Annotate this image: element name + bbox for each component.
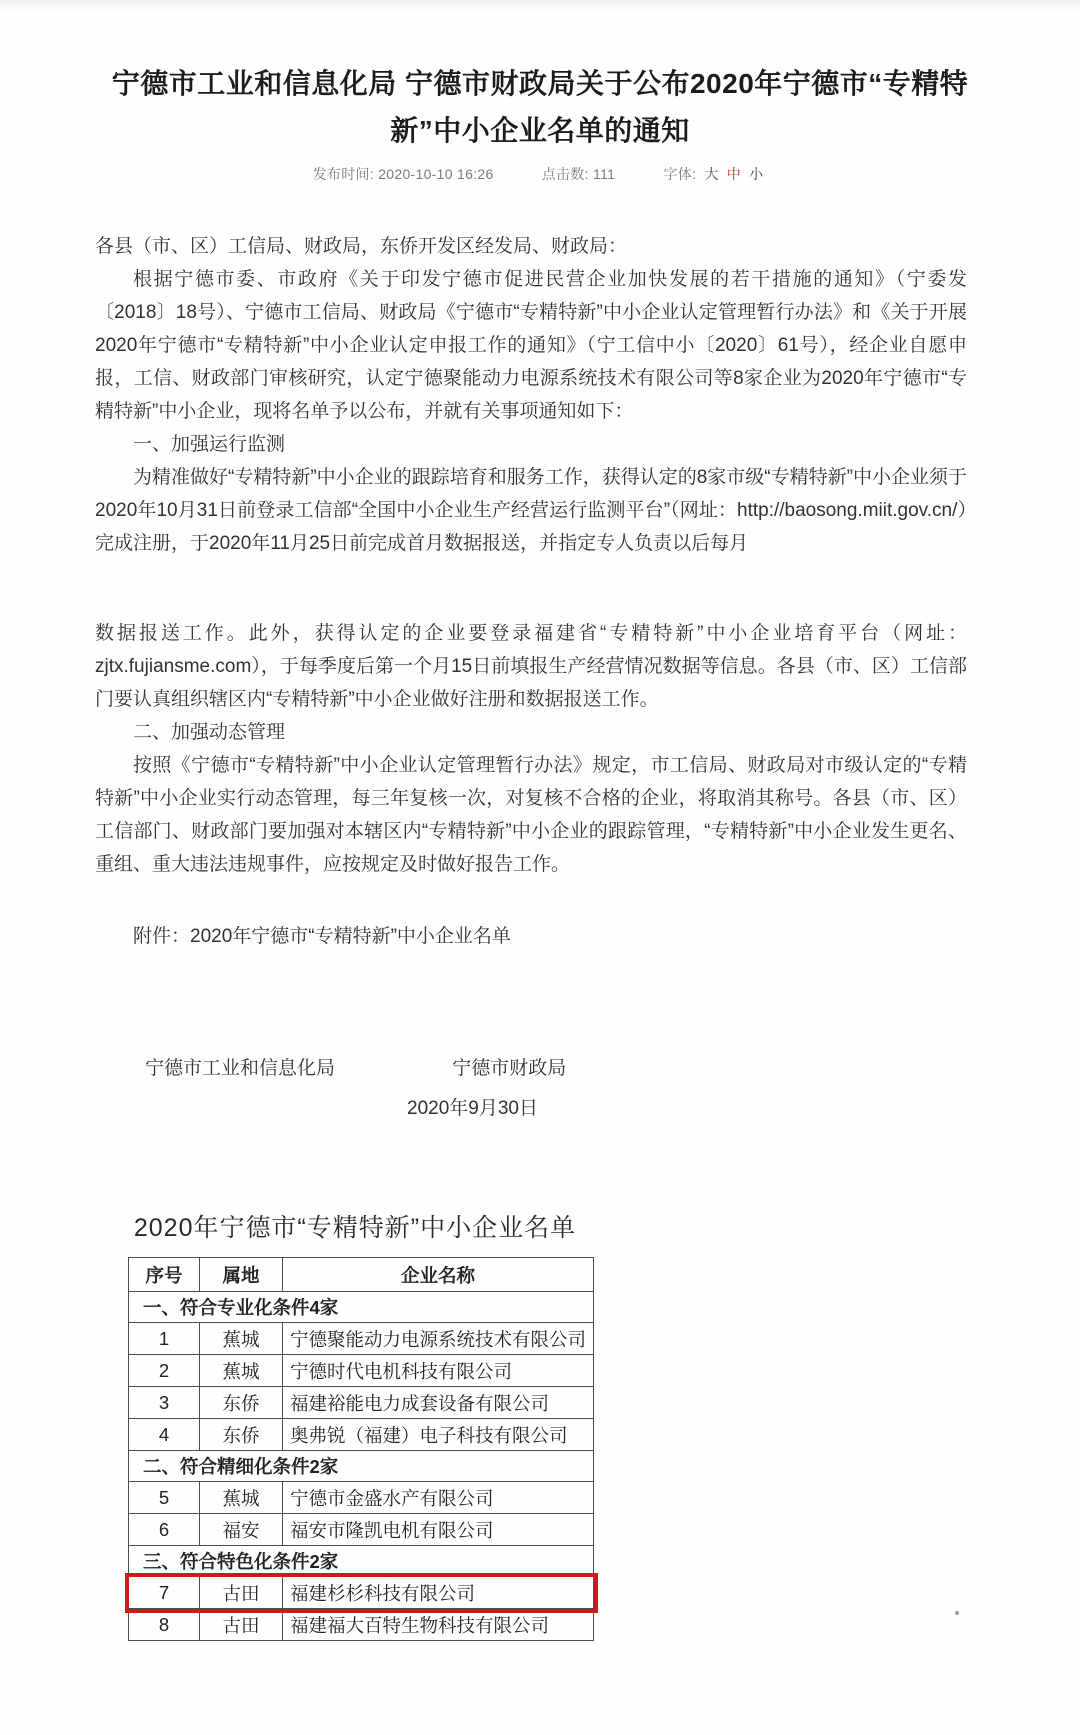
- cell-region: 福安: [200, 1514, 283, 1546]
- click-count-value: 111: [593, 166, 616, 182]
- cell-no: 8: [129, 1609, 200, 1641]
- font-large-button[interactable]: 大: [704, 166, 719, 182]
- page-title: 宁德市工业和信息化局 宁德市财政局关于公布2020年宁德市“专精特新”中小企业名单的通知: [111, 68, 969, 146]
- font-size-label: 字体:: [663, 166, 697, 182]
- column-header: 企业名称: [283, 1258, 594, 1292]
- cell-region: 东侨: [200, 1419, 283, 1451]
- cell-company: 宁德聚能动力电源系统技术有限公司: [283, 1323, 594, 1355]
- body-paragraph: 根据宁德市委、市政府《关于印发宁德市促进民营企业加快发展的若干措施的通知》（宁委发〔2018〕18号）、宁德市工信局、财政局《宁德市“专精特新”中小企业认定管理暂行办法》和《关于开展2020年宁德市“专精特新”中小企业认定申报工作的通知》（宁工信中小〔2020〕61号），经企业自愿申报，工信、财政部门审核研究，认定宁德聚能动力电源系统技术有限公司等8家企业为2020年宁德市“专精特新”中小企业，现将名单予以公布，并就有关事项通知如下：: [95, 269, 967, 422]
- appendix-table-title: 2020年宁德市“专精特新”中小企业名单: [133, 1214, 577, 1242]
- cell-company: 宁德时代电机科技有限公司: [283, 1355, 594, 1387]
- column-header: 属地: [200, 1258, 283, 1292]
- cell-company: 福建杉杉科技有限公司: [283, 1577, 594, 1609]
- publish-time-value: 2020-10-10 16:26: [378, 166, 494, 182]
- cell-company: 奥弗锐（福建）电子科技有限公司: [283, 1419, 594, 1451]
- font-size-control: [663, 166, 767, 182]
- cell-company: 福建裕能电力成套设备有限公司: [283, 1387, 594, 1419]
- cell-region: 蕉城: [200, 1323, 283, 1355]
- artifact-dot: [955, 1611, 959, 1615]
- signature-org-1: 宁德市工业和信息化局: [145, 1058, 336, 1079]
- cell-no: 7: [129, 1577, 200, 1609]
- cell-region: 古田: [200, 1609, 283, 1641]
- cell-no: 2: [129, 1355, 200, 1387]
- cell-no: 6: [129, 1514, 200, 1546]
- cell-region: 东侨: [200, 1387, 283, 1419]
- cell-company: 宁德市金盛水产有限公司: [283, 1482, 594, 1514]
- body-paragraph: 为精准做好“专精特新”中小企业的跟踪培育和服务工作，获得认定的8家市级“专精特新”中小企业须于2020年10月31日前登录工信部“全国中小企业生产经营运行监测平台”（网址：http://baosong.miit.gov.cn/）完成注册，于2020年11月25日前完成首月数据报送，并指定专人负责以后每月: [95, 467, 967, 554]
- table-section-row: [129, 1292, 594, 1323]
- cell-region: 蕉城: [200, 1482, 283, 1514]
- publish-time-label: 发布时间:: [312, 166, 374, 182]
- table-row: [129, 1387, 594, 1419]
- section-label: 二、符合精细化条件2家: [129, 1451, 594, 1482]
- table-row: [129, 1419, 594, 1451]
- signature-date: 2020年9月30日: [407, 1098, 538, 1119]
- cell-no: 4: [129, 1419, 200, 1451]
- signature-org-2: 宁德市财政局: [452, 1058, 567, 1079]
- highlighted-row: [129, 1577, 594, 1609]
- body-paragraph: 一、加强运行监测: [133, 434, 286, 455]
- font-medium-button[interactable]: 中: [726, 166, 742, 182]
- table-row: [129, 1355, 594, 1387]
- table-row: [129, 1514, 594, 1546]
- click-count-label: 点击数:: [541, 166, 589, 182]
- publish-time: [313, 166, 494, 182]
- company-table: [128, 1257, 594, 1641]
- cell-no: 5: [129, 1482, 200, 1514]
- document-body: [95, 230, 967, 881]
- body-paragraph: 按照《宁德市“专精特新”中小企业认定管理暂行办法》规定，市工信局、财政局对市级认定的“专精特新”中小企业实行动态管理，每三年复核一次，对复核不合格的企业，将取消其称号。各县（市、区）工信部门、财政部门要加强对本辖区内“专精特新”中小企业的跟踪管理，“专精特新”中小企业发生更名、重组、重大违法违规事件，应按规定及时做好报告工作。: [95, 755, 967, 875]
- click-count: [542, 166, 615, 182]
- attachment-line: 附件：2020年宁德市“专精特新”中小企业名单: [133, 926, 511, 947]
- signature-block: [95, 1053, 1080, 1080]
- cell-company: 福建福大百特生物科技有限公司: [283, 1609, 594, 1641]
- section-label: 三、符合特色化条件2家: [129, 1546, 594, 1577]
- table-row: [129, 1482, 594, 1514]
- cell-no: 3: [129, 1387, 200, 1419]
- appendix-table-section: [128, 1208, 590, 1641]
- table-row: [129, 1609, 594, 1641]
- cell-region: 蕉城: [200, 1355, 283, 1387]
- font-small-button[interactable]: 小: [749, 166, 764, 182]
- table-section-row: [129, 1546, 594, 1577]
- table-header-row: [129, 1258, 594, 1292]
- cell-no: 1: [129, 1323, 200, 1355]
- table-section-row: [129, 1451, 594, 1482]
- column-header: 序号: [129, 1258, 200, 1292]
- cell-region: 古田: [200, 1577, 283, 1609]
- body-paragraph: 各县（市、区）工信局、财政局，东侨开发区经发局、财政局：: [95, 236, 628, 257]
- body-paragraph: 二、加强动态管理: [133, 722, 286, 743]
- page-top-shade: [0, 0, 1080, 12]
- table-row: [129, 1323, 594, 1355]
- meta-bar: [0, 164, 1080, 184]
- body-paragraph: 数据报送工作。此外，获得认定的企业要登录福建省“专精特新”中小企业培育平台（网址：zjtx.fujiansme.com），于每季度后第一个月15日前填报生产经营情况数据等信息。各县（市、区）工信部门要认真组织辖区内“专精特新”中小企业做好注册和数据报送工作。: [95, 623, 967, 710]
- cell-company: 福安市隆凯电机有限公司: [283, 1514, 594, 1546]
- section-label: 一、符合专业化条件4家: [129, 1292, 594, 1323]
